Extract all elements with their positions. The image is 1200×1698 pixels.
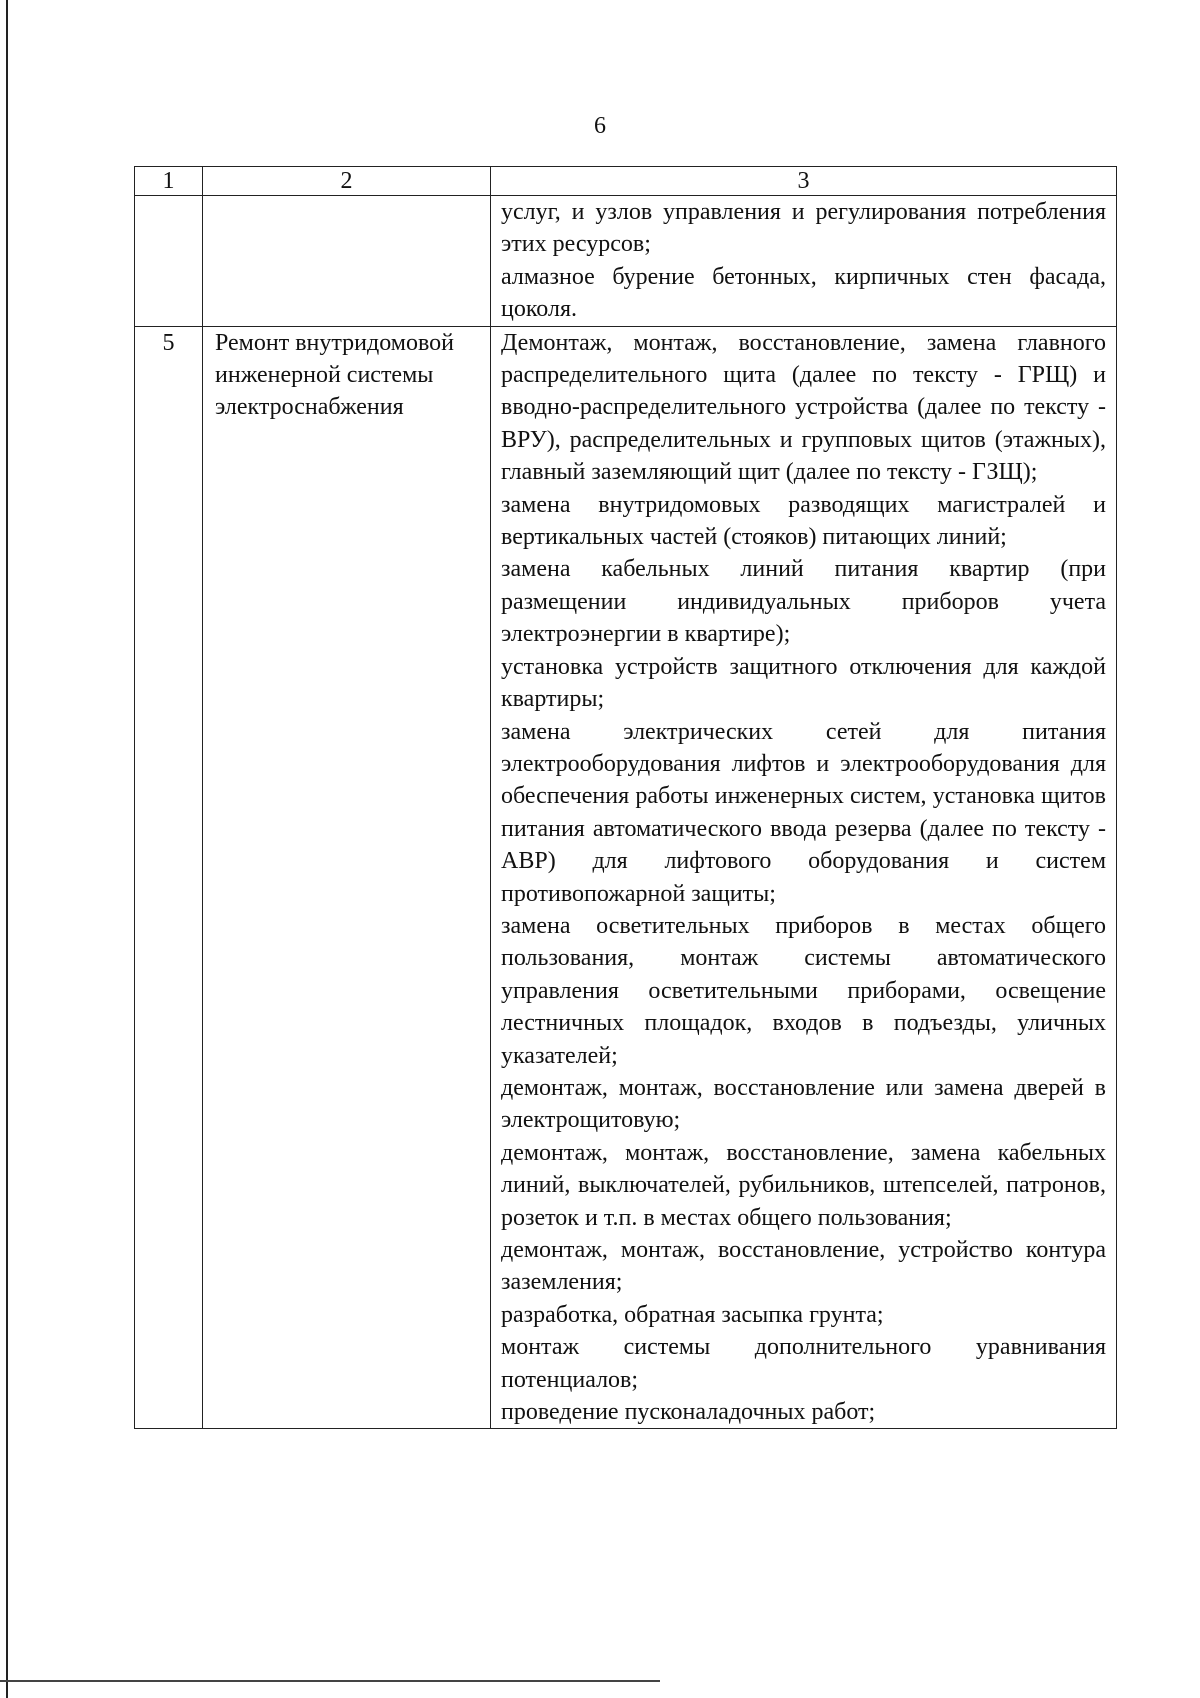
scan-left-edge [6, 0, 8, 1698]
scan-bottom-edge [0, 1680, 660, 1682]
work-item: замена электрических сетей для питания электрооборудования лифтов и электрооборудования для обеспечения работы инженерных систем, установка щитов питания автоматического ввода резерва (далее по тексту - АВР) для лифтового оборудования и систем противопожарной защиты; [501, 718, 1106, 907]
work-item: Демонтаж, монтаж, восстановление, замена главного распределительного щита (далее по тексту - ГРЩ) и вводно-распределительного устройства (далее по тексту - ВРУ), распределительных и групповых щитов (этажных), главный заземляющий щит (далее по тексту - ГЗЩ); [501, 329, 1106, 486]
table-row [135, 326, 1117, 1429]
work-item: услуг, и узлов управления и регулирования потребления этих ресурсов; [501, 199, 1106, 258]
table-row [135, 196, 1117, 327]
row-works-cell [491, 326, 1117, 1429]
header-col-1: 1 [135, 167, 203, 196]
page-number: 6 [594, 113, 606, 139]
work-item: замена осветительных приборов в местах общего пользования, монтаж системы автоматического управления осветительными приборами, освещение лестничных площадок, входов в подъезды, уличных указателей; [501, 912, 1106, 1069]
table-header-row [135, 167, 1117, 196]
row-number-cell [135, 196, 203, 327]
row-number-cell: 5 [135, 326, 203, 1429]
work-item: разработка, обратная засыпка грунта; [501, 1301, 884, 1328]
work-item: установка устройств защитного отключения для каждой квартиры; [501, 653, 1106, 713]
header-col-3: 3 [491, 167, 1117, 196]
row-name-text: Ремонт внутридомовой инженерной системы электроснабжения [215, 329, 454, 421]
work-item: алмазное бурение бетонных, кирпичных стен фасада, цоколя. [501, 263, 1106, 323]
header-col-2: 2 [203, 167, 491, 196]
work-item: монтаж системы дополнительного уравнивания потенциалов; [501, 1334, 1106, 1393]
work-item: замена кабельных линий питания квартир (при размещении индивидуальных приборов учета электроэнергии в квартире); [501, 556, 1106, 648]
row-name-cell [203, 196, 491, 327]
work-item: демонтаж, монтаж, восстановление, замена кабельных линий, выключателей, рубильников, штепселей, патронов, розеток и т.п. в местах общего пользования; [501, 1139, 1106, 1231]
work-item: замена внутридомовых разводящих магистралей и вертикальных частей (стояков) питающих линий; [501, 491, 1106, 551]
row-name-cell [203, 326, 491, 1429]
work-item: демонтаж, монтаж, восстановление, устройство контура заземления; [501, 1237, 1106, 1296]
work-item: демонтаж, монтаж, восстановление или замена дверей в электрощитовую; [501, 1074, 1106, 1134]
work-item: проведение пусконаладочных работ; [501, 1399, 876, 1426]
works-table [134, 166, 1117, 1429]
row-works-cell [491, 196, 1117, 327]
